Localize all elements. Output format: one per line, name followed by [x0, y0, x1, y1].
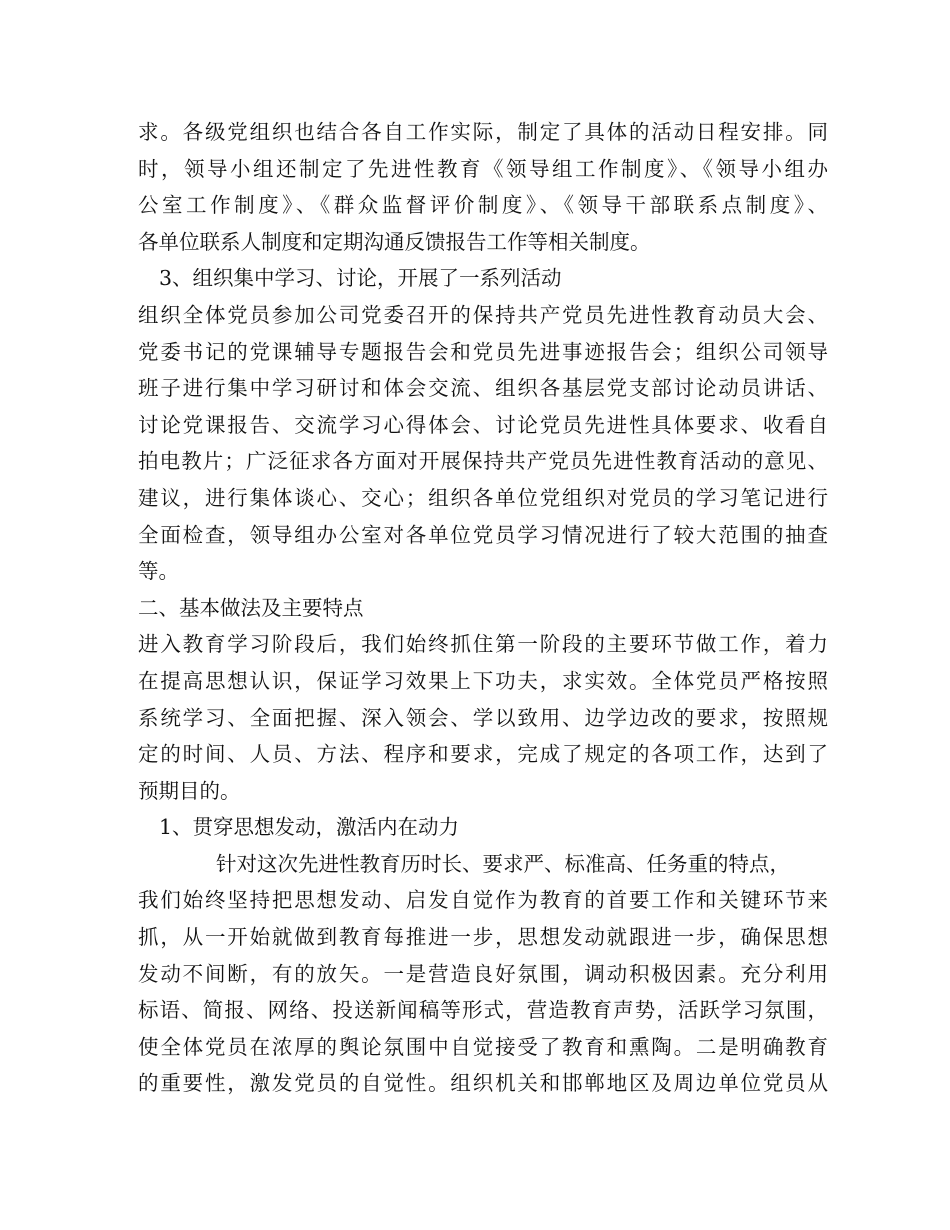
text-line: 针对这次先进性教育历时长、要求严、标准高、任务重的特点， [216, 851, 790, 876]
text-line: 进入教育学习阶段后，我们始终抓住第一阶段的主要环节做工作，着力 [138, 632, 828, 657]
text-line: 组织全体党员参加公司党委召开的保持共产党员先进性教育动员大会、 [138, 302, 828, 327]
text-line: 发动不间断，有的放矢。一是营造良好氛围，调动积极因素。充分利用 [138, 961, 828, 986]
text-line: 讨论党课报告、交流学习心得体会、讨论党员先进性具体要求、收看自 [138, 412, 828, 437]
text-line: 公室工作制度》、《群众监督评价制度》、《领导干部联系点制度》、 [138, 193, 828, 218]
text-line: 等。 [138, 559, 179, 584]
section-heading: 3、组织集中学习、讨论，开展了一系列活动 [159, 266, 562, 291]
text-line: 求。各级党组织也结合各自工作实际，制定了具体的活动日程安排。同 [138, 120, 828, 144]
text-line: 班子进行集中学习研讨和体会交流、组织各基层党支部讨论动员讲话、 [138, 376, 828, 401]
text-line: 党委书记的党课辅导专题报告会和党员先进事迹报告会；组织公司领导 [138, 339, 828, 364]
section-heading: 1、贯穿思想发动，激活内在动力 [159, 815, 460, 840]
text-line: 时，领导小组还制定了先进性教育《领导组工作制度》、《领导小组办 [138, 156, 828, 181]
text-line: 各单位联系人制度和定期沟通反馈报告工作等相关制度。 [138, 229, 651, 254]
text-line: 标语、简报、网络、投送新闻稿等形式，营造教育声势，活跃学习氛围， [138, 998, 828, 1023]
text-line: 在提高思想认识，保证学习效果上下功夫，求实效。全体党员严格按照 [138, 668, 828, 693]
text-line: 全面检查，领导组办公室对各单位党员学习情况进行了较大范围的抽查 [138, 522, 828, 547]
document-body [138, 114, 828, 1102]
text-line: 预期目的。 [138, 778, 241, 803]
text-line: 系统学习、全面把握、深入领会、学以致用、边学边改的要求，按照规 [138, 705, 828, 730]
text-line: 使全体党员在浓厚的舆论氛围中自觉接受了教育和熏陶。二是明确教育 [138, 1034, 828, 1059]
text-line: 的重要性，激发党员的自觉性。组织机关和邯郸地区及周边单位党员从 [138, 1071, 828, 1096]
chapter-heading: 二、基本做法及主要特点 [138, 595, 364, 620]
text-line: 我们始终坚持把思想发动、启发自觉作为教育的首要工作和关键环节来 [138, 888, 828, 913]
text-line: 定的时间、人员、方法、程序和要求，完成了规定的各项工作，达到了 [138, 742, 828, 767]
text-line: 拍电教片；广泛征求各方面对开展保持共产党员先进性教育活动的意见、 [138, 449, 828, 474]
text-line: 抓，从一开始就做到教育每推进一步，思想发动就跟进一步，确保思想 [138, 925, 828, 950]
text-line: 建议，进行集体谈心、交心；组织各单位党组织对党员的学习笔记进行 [138, 485, 828, 510]
